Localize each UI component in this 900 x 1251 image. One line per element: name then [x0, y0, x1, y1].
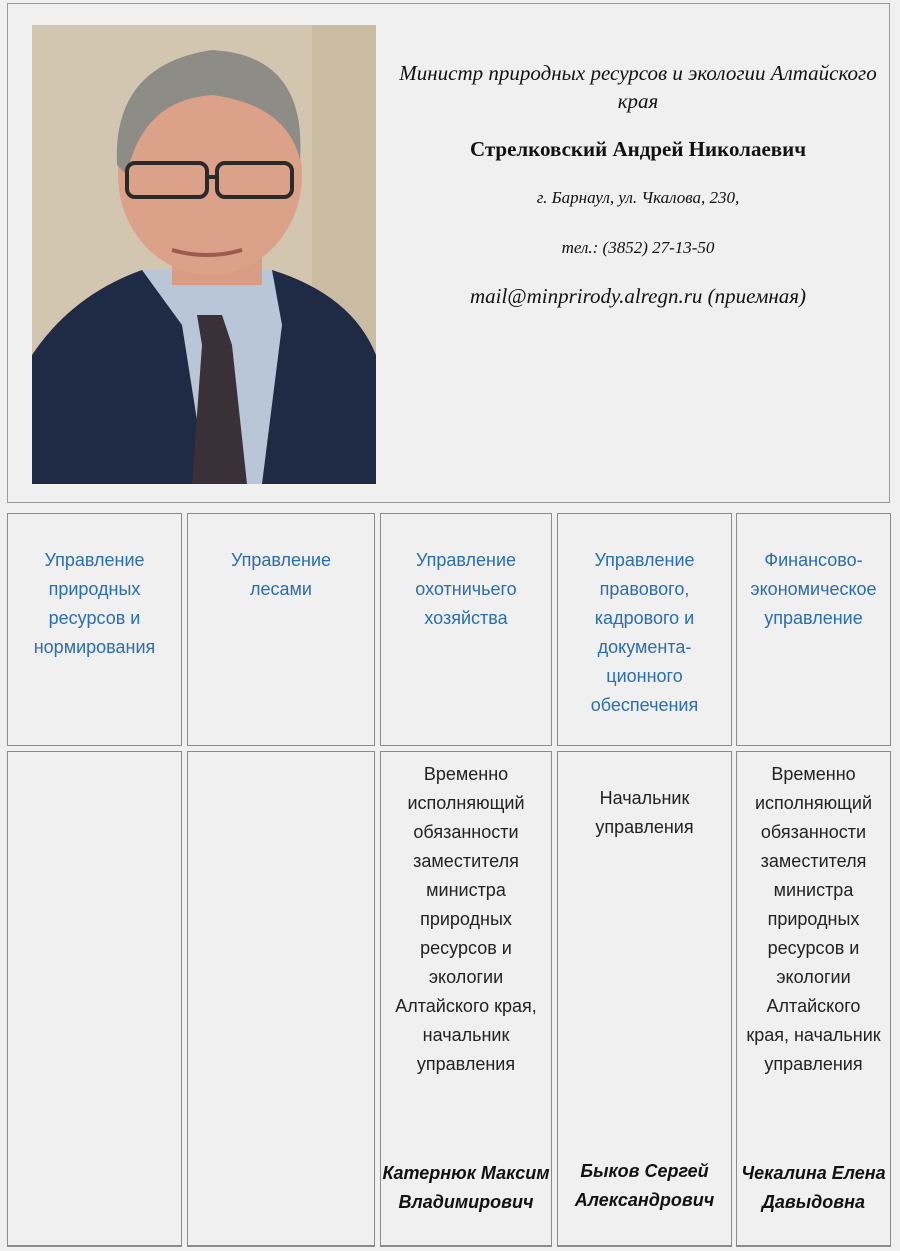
minister-photo — [32, 25, 376, 484]
head-name: Катернюк Максим Владимирович — [382, 1163, 550, 1212]
head-name: Чекалина Елена Давыдовна — [741, 1163, 886, 1212]
dept-link-hunting[interactable]: Управление охотничьего хозяйства — [415, 550, 517, 628]
next-row-edge — [380, 1246, 552, 1251]
head-cell-3 — [380, 751, 552, 1246]
head-name: Быков Сергей Александрович — [574, 1161, 715, 1210]
next-row-edge — [557, 1246, 732, 1251]
head-role: Временно исполняющий обязанности заместителя министра природных ресурсов и экологии Алтайского края, начальник управления — [746, 764, 881, 1074]
next-row-edge — [187, 1246, 375, 1251]
dept-cell-3 — [380, 513, 552, 746]
minister-phone: тел.: (3852) 27-13-50 — [561, 238, 715, 257]
dept-cell-1 — [7, 513, 182, 746]
head-role: Временно исполняющий обязанности заместителя министра природных ресурсов и экологии Алтайского края, начальник управления — [395, 764, 537, 1074]
head-role: Начальник управления — [595, 788, 694, 837]
head-cell-4 — [557, 751, 732, 1246]
minister-email: mail@minprirody.alregn.ru (приемная) — [469, 284, 807, 308]
minister-name: Стрелковский Андрей Николаевич — [469, 137, 807, 161]
minister-address: г. Барнаул, ул. Чкалова, 230, — [536, 188, 740, 207]
dept-link-legal[interactable]: Управление правового, кадрового и документа-ционного обеспечения — [590, 550, 699, 715]
dept-cell-4 — [557, 513, 732, 746]
minister-title: Министр природных ресурсов и экологии Алтайского края — [399, 61, 877, 113]
minister-portrait-image — [32, 25, 376, 484]
next-row-edge — [736, 1246, 891, 1251]
dept-cell-2 — [187, 513, 375, 746]
minister-card — [7, 3, 890, 503]
dept-cell-5 — [736, 513, 891, 746]
minister-info — [388, 59, 888, 309]
dept-link-forests[interactable]: Управление лесами — [230, 550, 332, 599]
head-cell-2 — [187, 751, 375, 1246]
head-cell-5 — [736, 751, 891, 1246]
next-row-edge — [7, 1246, 182, 1251]
dept-link-finance[interactable]: Финансово-экономическое управление — [750, 550, 877, 628]
head-cell-1 — [7, 751, 182, 1246]
dept-link-natural-resources[interactable]: Управление природных ресурсов и нормирования — [33, 550, 156, 657]
